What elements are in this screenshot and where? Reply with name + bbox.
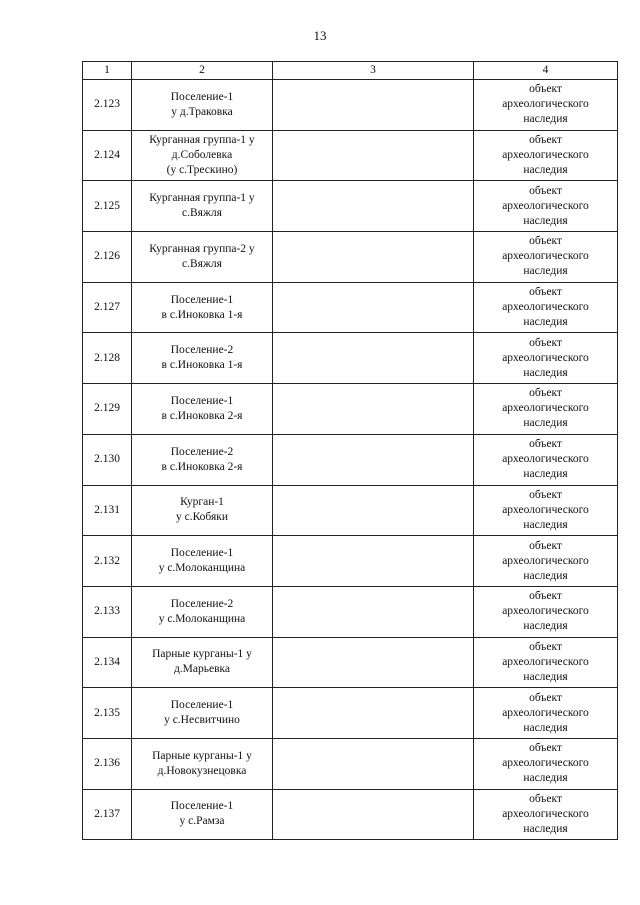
status-cell: объект археологического наследия	[474, 434, 618, 485]
table-row	[83, 536, 618, 587]
empty-cell	[273, 384, 474, 435]
row-number-cell: 2.129	[83, 384, 132, 435]
header-cell-1: 1	[83, 62, 132, 80]
empty-cell	[273, 586, 474, 637]
row-number-cell: 2.125	[83, 181, 132, 232]
status-cell: объект археологического наследия	[474, 789, 618, 840]
site-name-cell: Поселение-2 в с.Иноковка 1-я	[132, 333, 273, 384]
table-header-row	[83, 62, 618, 80]
status-cell: объект археологического наследия	[474, 384, 618, 435]
empty-cell	[273, 232, 474, 283]
row-number-cell: 2.133	[83, 586, 132, 637]
row-number-cell: 2.132	[83, 536, 132, 587]
row-number-cell: 2.134	[83, 637, 132, 688]
row-number-cell: 2.124	[83, 130, 132, 181]
table-row	[83, 130, 618, 181]
site-name-cell: Курганная группа-1 у с.Вяжля	[132, 181, 273, 232]
status-cell: объект археологического наследия	[474, 586, 618, 637]
header-cell-3: 3	[273, 62, 474, 80]
empty-cell	[273, 181, 474, 232]
site-name-cell: Курганная группа-2 у с.Вяжля	[132, 232, 273, 283]
site-name-cell: Курганная группа-1 у д.Соболевка (у с.Трескино)	[132, 130, 273, 181]
site-name-cell: Поселение-1 в с.Иноковка 2-я	[132, 384, 273, 435]
status-cell: объект археологического наследия	[474, 181, 618, 232]
site-name-cell: Поселение-1 у д.Траковка	[132, 80, 273, 131]
status-cell: объект археологического наследия	[474, 130, 618, 181]
site-name-cell: Поселение-1 у с.Молоканщина	[132, 536, 273, 587]
empty-cell	[273, 536, 474, 587]
row-number-cell: 2.130	[83, 434, 132, 485]
row-number-cell: 2.123	[83, 80, 132, 131]
empty-cell	[273, 80, 474, 131]
table-row	[83, 434, 618, 485]
header-cell-2: 2	[132, 62, 273, 80]
empty-cell	[273, 333, 474, 384]
status-cell: объект археологического наследия	[474, 232, 618, 283]
table-row	[83, 384, 618, 435]
table-row	[83, 232, 618, 283]
site-name-cell: Поселение-2 в с.Иноковка 2-я	[132, 434, 273, 485]
site-name-cell: Курган-1 у с.Кобяки	[132, 485, 273, 536]
page-number: 13	[313, 28, 327, 43]
row-number-cell: 2.137	[83, 789, 132, 840]
table-row	[83, 282, 618, 333]
table-row	[83, 789, 618, 840]
status-cell: объект археологического наследия	[474, 80, 618, 131]
header-cell-4: 4	[474, 62, 618, 80]
status-cell: объект археологического наследия	[474, 485, 618, 536]
site-name-cell: Парные курганы-1 у д.Марьевка	[132, 637, 273, 688]
table-row	[83, 688, 618, 739]
empty-cell	[273, 789, 474, 840]
empty-cell	[273, 282, 474, 333]
row-number-cell: 2.127	[83, 282, 132, 333]
status-cell: объект археологического наследия	[474, 738, 618, 789]
status-cell: объект археологического наследия	[474, 688, 618, 739]
table-row	[83, 485, 618, 536]
site-name-cell: Поселение-2 у с.Молоканщина	[132, 586, 273, 637]
empty-cell	[273, 434, 474, 485]
site-name-cell: Поселение-1 в с.Иноковка 1-я	[132, 282, 273, 333]
status-cell: объект археологического наследия	[474, 637, 618, 688]
empty-cell	[273, 485, 474, 536]
table-row	[83, 738, 618, 789]
heritage-table	[82, 61, 618, 840]
row-number-cell: 2.128	[83, 333, 132, 384]
status-cell: объект археологического наследия	[474, 333, 618, 384]
empty-cell	[273, 637, 474, 688]
row-number-cell: 2.126	[83, 232, 132, 283]
table-row	[83, 637, 618, 688]
row-number-cell: 2.135	[83, 688, 132, 739]
empty-cell	[273, 688, 474, 739]
table-row	[83, 586, 618, 637]
table-row	[83, 333, 618, 384]
table-row	[83, 80, 618, 131]
site-name-cell: Парные курганы-1 у д.Новокузнецовка	[132, 738, 273, 789]
row-number-cell: 2.136	[83, 738, 132, 789]
status-cell: объект археологического наследия	[474, 282, 618, 333]
site-name-cell: Поселение-1 у с.Рамза	[132, 789, 273, 840]
site-name-cell: Поселение-1 у с.Несвитчино	[132, 688, 273, 739]
row-number-cell: 2.131	[83, 485, 132, 536]
empty-cell	[273, 738, 474, 789]
table-row	[83, 181, 618, 232]
status-cell: объект археологического наследия	[474, 536, 618, 587]
empty-cell	[273, 130, 474, 181]
